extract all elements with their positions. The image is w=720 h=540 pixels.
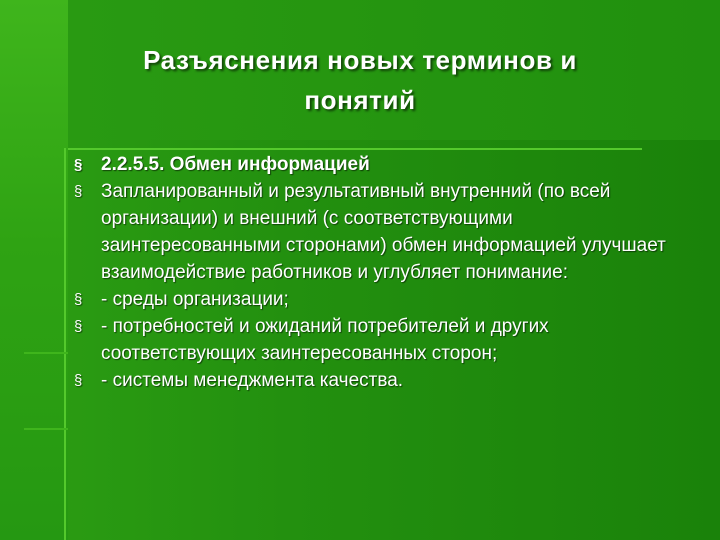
vertical-rule bbox=[64, 148, 66, 540]
left-accent-line bbox=[24, 352, 68, 354]
bullet-text: 2.2.5.5. Обмен информацией bbox=[101, 154, 370, 175]
bullet-text: - системы менеджмента качества. bbox=[101, 370, 404, 391]
bullet-marker-icon: § bbox=[74, 372, 83, 389]
bullet-item bbox=[74, 151, 694, 178]
bullet-item bbox=[74, 367, 694, 394]
bullet-text: Запланированный и результативный внутренний (по всей организации) и внешний (с соответствующими заинтересованными сторонами) обмен информацией улучшает взаимодействие работников и углубляет понимание: bbox=[101, 181, 666, 283]
bullet-marker-icon: § bbox=[74, 291, 83, 308]
bullet-marker-icon: § bbox=[74, 156, 83, 173]
bullet-marker-icon: § bbox=[74, 318, 83, 335]
bullet-text: - среды организации; bbox=[101, 289, 289, 310]
title-line-2: понятий bbox=[304, 85, 416, 115]
bullet-list bbox=[74, 151, 694, 394]
left-accent-line bbox=[24, 428, 68, 430]
bullet-marker-icon: § bbox=[74, 183, 83, 200]
bullet-item bbox=[74, 286, 694, 313]
bullet-item bbox=[74, 313, 694, 367]
title-line-1: Разъяснения новых терминов и bbox=[143, 45, 577, 75]
slide-title bbox=[40, 40, 680, 120]
bullet-item bbox=[74, 178, 694, 286]
horizontal-rule bbox=[68, 148, 642, 150]
bullet-text: - потребностей и ожиданий потребителей и других соответствующих заинтересованных сторон; bbox=[101, 316, 549, 364]
